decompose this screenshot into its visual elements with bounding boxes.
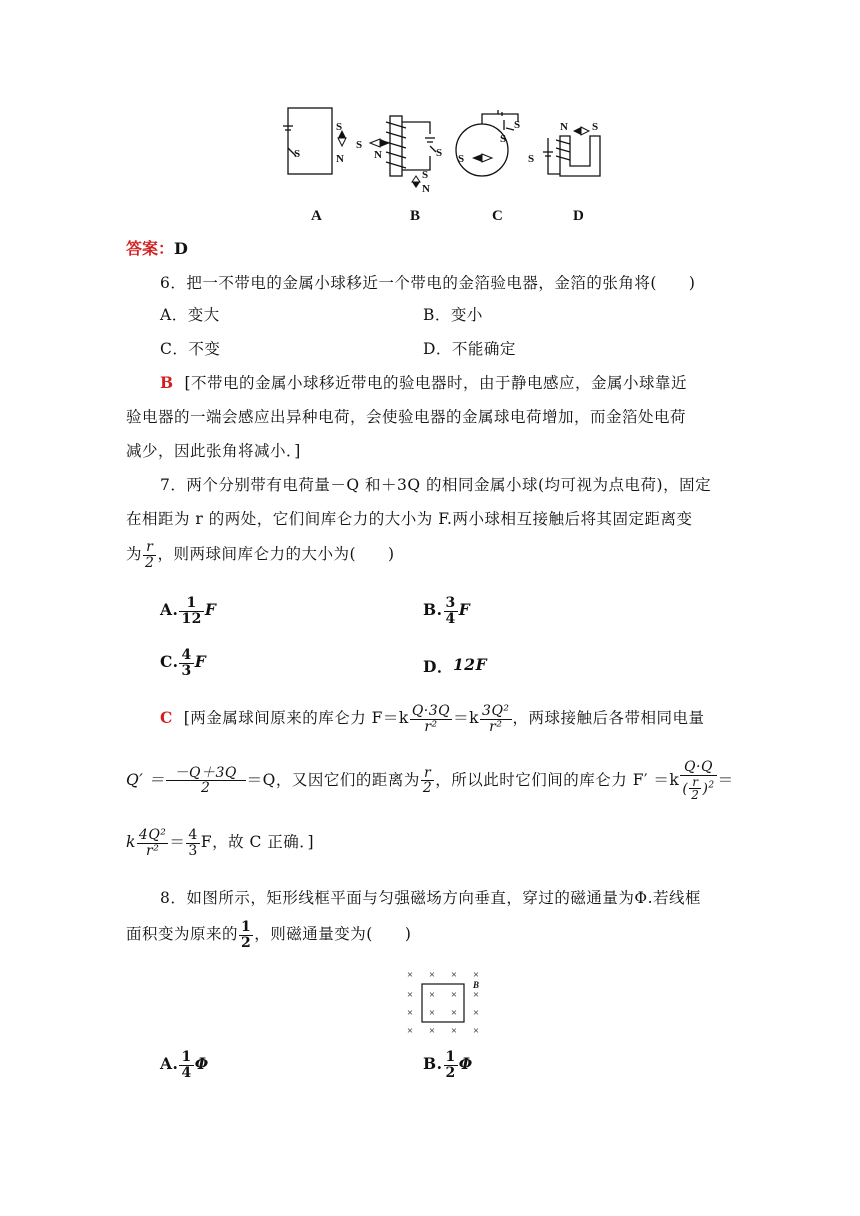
svg-text:×: × [472, 969, 480, 981]
svg-text:×: × [450, 969, 458, 981]
q7-stem-line-1: 7．两个分别带有电荷量－Q 和＋3Q 的相同金属小球(均可视为点电荷)，固定 [160, 476, 712, 494]
q7-option-d: D． [423, 657, 453, 676]
q7-stem-line-2: 在相距为 r 的两处，它们间库仑力的大小为 F.两小球相互接触后将其固定距离变 [126, 510, 693, 528]
svg-text:×: × [406, 1025, 414, 1037]
svg-text:S: S [436, 147, 443, 159]
q6-explanation-line-1: B [不带电的金属小球移近带电的验电器时，由于静电感应，金属小球靠近 [160, 373, 688, 392]
q6-option-d: D．不能确定 [423, 340, 516, 358]
svg-text:×: × [406, 969, 414, 981]
svg-text:B: B [410, 208, 421, 224]
q7-explanation-line-3: k $\frac{\text{4Q²}}{\text{r²}}$ ＝ $\frac{4}{3}$ F，故 C 正确．] [126, 827, 315, 859]
q7-answer-letter: C [160, 708, 173, 728]
svg-text:×: × [428, 969, 436, 981]
svg-text:C: C [492, 208, 503, 224]
svg-text:S: S [294, 148, 301, 160]
svg-text:N: N [422, 183, 430, 195]
svg-text:×: × [450, 1025, 458, 1037]
svg-text:×: × [472, 1025, 480, 1037]
q6-option-a: A．变大 [160, 306, 220, 324]
svg-text:N: N [374, 149, 382, 161]
svg-text:×: × [428, 1007, 436, 1019]
svg-text:A: A [311, 208, 322, 224]
circuit-diagrams-figure [270, 100, 620, 230]
svg-text:S: S [592, 121, 599, 133]
q8-stem-line-2: 面积变为原来的 $\frac{1}{2}$ ，则磁通量变为( ) [126, 919, 412, 951]
svg-text:N: N [560, 121, 568, 133]
q7-explanation-line-2: Q′ ＝ $\frac{-Q+3Q}{2}$ ＝Q，又因它们的距离为 $\frac{r}{2}$ ，所以此时它们间的库仑力 F′ ＝k Q·Q ( $\frac{r}{2}$ )$^2$ ＝ [126, 759, 734, 803]
svg-text:S: S [458, 153, 465, 165]
q6-stem: 6．把一不带电的金属小球移近一个带电的金箔验电器，金箔的张角将( ) [160, 274, 696, 292]
q7-option-b: B. $\frac{3}{4}$ F [423, 595, 471, 627]
q6-option-b: B．变小 [423, 306, 483, 324]
svg-text:S: S [356, 139, 363, 151]
q7-option-a: A. $\frac{1}{12}$ F [160, 595, 217, 627]
q7-option-c: C. $\frac{4}{3}$ F [160, 647, 207, 679]
q7-stem-line-3: 为 $\frac{r}{2}$ ，则两球间库仑力的大小为( ) [126, 539, 395, 571]
svg-text:S: S [514, 119, 521, 131]
q6-explanation-line-2: 验电器的一端会感应出异种电荷，会使验电器的金属球电荷增加，而金箔处电荷 [126, 408, 687, 426]
svg-text:×: × [472, 1007, 480, 1019]
svg-text:×: × [450, 1007, 458, 1019]
svg-text:×: × [406, 1007, 414, 1019]
answer-label: 答案： [126, 239, 175, 258]
r-over-2-fraction: $\frac{r}{2}$ [145, 539, 155, 571]
q6-option-c: C．不变 [160, 340, 221, 358]
svg-text:D: D [573, 208, 584, 224]
q6-explanation-line-3: 减少，因此张角将减小．] [126, 442, 301, 460]
magnetic-field-figure [402, 966, 492, 1038]
q5-answer [126, 236, 188, 259]
q7-explanation-line-1: C [两金属球间原来的库仑力 F＝k $\frac{Q\cdot 3Q}{\text{r²}}$ ＝k $\frac{\text{3Q²}}{\text{r²}}$ ，两球接触后各带相同电量 [160, 703, 705, 735]
svg-text:S: S [500, 133, 507, 145]
svg-text:S: S [336, 121, 343, 133]
svg-text:×: × [428, 989, 436, 1001]
q8-option-a: A. $\frac{1}{4}$ Φ [160, 1049, 209, 1081]
q8-option-b: B. $\frac{1}{2}$ Φ [423, 1049, 473, 1081]
svg-text:S: S [422, 169, 429, 181]
svg-text:S: S [528, 153, 535, 165]
q8-stem-line-1: 8．如图所示，矩形线框平面与匀强磁场方向垂直，穿过的磁通量为Φ.若线框 [160, 889, 701, 907]
svg-text:×: × [428, 1025, 436, 1037]
svg-text:N: N [336, 153, 344, 165]
q7-option-d-value: 12F [453, 655, 488, 674]
svg-text:×: × [472, 989, 480, 1001]
svg-text:×: × [450, 989, 458, 1001]
answer-value: D [174, 239, 188, 258]
svg-text:B: B [472, 980, 480, 990]
q6-answer-letter: B [160, 373, 174, 392]
svg-text:×: × [406, 989, 414, 1001]
